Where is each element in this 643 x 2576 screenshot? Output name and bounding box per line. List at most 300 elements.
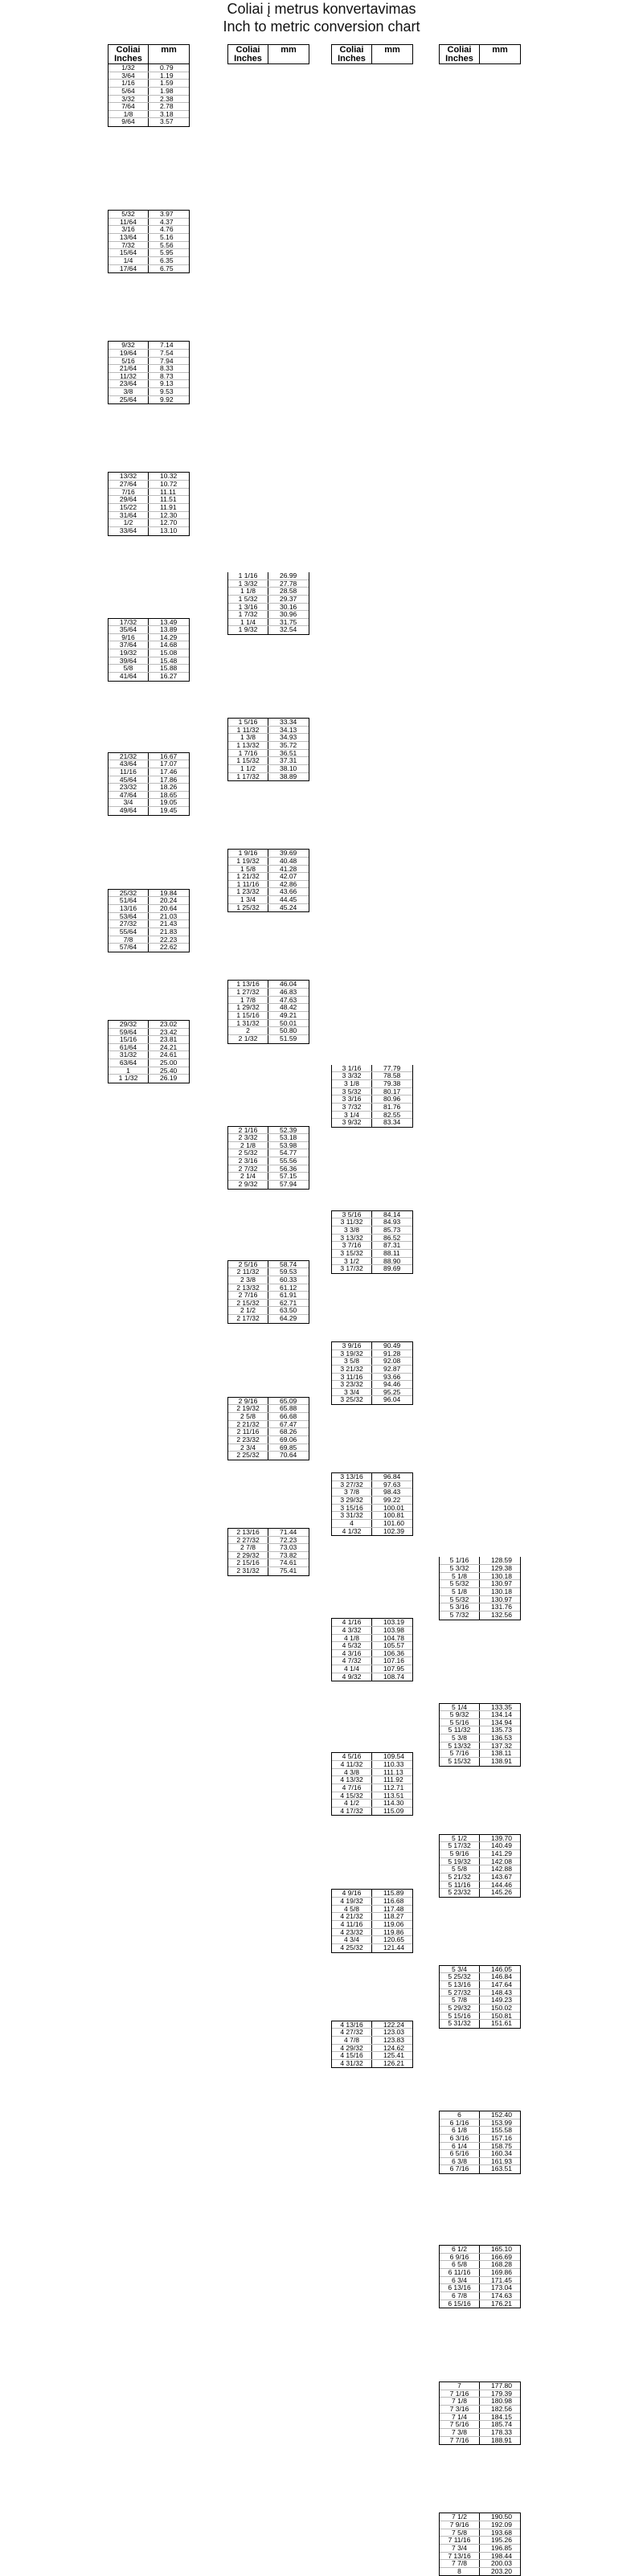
table-row [109,1075,189,1083]
inch-value: 5 19/32 [440,1858,480,1865]
table-row [228,1035,309,1043]
mm-value: 152.40 [491,2110,512,2119]
inch-value: 5 11/32 [440,1726,480,1734]
header-mm: mm [281,45,297,55]
inch-value: 2 1/8 [228,1142,268,1149]
inch-value: 3 7/8 [332,1489,372,1496]
inch-value: 3 5/16 [332,1211,372,1218]
mm-value: 51.59 [280,1034,297,1042]
row-group [108,341,190,404]
inch-value: 4 13/16 [332,2021,372,2029]
mm-value: 129.38 [491,1564,512,1573]
inch-value: 5 1/8 [440,1588,480,1595]
mm-value: 30.96 [280,610,297,619]
inch-value: 43/64 [109,760,149,768]
table-row [440,1889,520,1897]
mm-value: 87.31 [383,1241,401,1250]
table-row [109,103,189,111]
inch-value: 1/4 [109,257,149,264]
mm-value: 117.48 [383,1904,404,1913]
inch-value: 15/64 [109,249,149,256]
inch-value: 1 5/32 [228,596,268,603]
mm-value: 163.51 [491,2164,512,2173]
row-group [108,1020,190,1083]
inch-value: 1 7/32 [228,611,268,618]
table-row [109,807,189,815]
inch-value: 4 7/16 [332,1784,372,1792]
mm-value: 43.66 [280,887,297,896]
table-row [228,626,309,634]
inch-value: 6 1/2 [440,2246,480,2253]
inch-value: 1 1/32 [109,1075,149,1083]
table-row [109,64,189,72]
table-row [109,792,189,800]
inch-value: 6 5/16 [440,2150,480,2157]
mm-value: 84.93 [383,1218,401,1227]
inch-value: 3/32 [109,96,149,103]
mm-value: 39.69 [280,849,297,858]
inch-value: 7/8 [109,936,149,944]
table-row [440,1612,520,1620]
table-row [228,1020,309,1028]
title-english: Inch to metric conversion chart [223,18,420,35]
mm-value: 78.58 [383,1071,401,1080]
mm-value: 128.59 [491,1556,512,1565]
inch-value: 7 5/16 [440,2421,480,2428]
inch-value: 1 11/16 [228,881,268,888]
inch-value: 5 31/32 [440,2020,480,2028]
row-group [108,472,190,535]
mm-value: 4.76 [160,225,174,234]
inch-value: 5 7/16 [440,1750,480,1757]
inch-value: 2 3/32 [228,1134,268,1141]
mm-value: 65.09 [280,1396,297,1405]
mm-value: 73.82 [280,1550,297,1559]
mm-value: 3.57 [160,117,174,126]
row-group [331,1752,413,1816]
inch-value: 3 3/4 [332,1389,372,1396]
inch-value: 1 25/32 [228,904,268,912]
inch-value: 4 19/32 [332,1898,372,1905]
mm-value: 135.73 [491,1726,512,1734]
inch-value: 2 7/8 [228,1544,268,1551]
inch-value: 7 3/4 [440,2545,480,2552]
mm-value: 90.49 [383,1341,401,1349]
inch-value: 1 1/2 [228,765,268,772]
mm-value: 70.64 [280,1451,297,1460]
inch-value: 6 3/4 [440,2277,480,2284]
mm-value: 26.99 [280,571,297,579]
mm-value: 160.34 [491,2149,512,2158]
row-group [227,1260,309,1324]
mm-value: 130.97 [491,1595,512,1603]
mm-value: 130.18 [491,1587,512,1595]
mm-value: 26.19 [160,1074,178,1083]
mm-value: 5.16 [160,233,174,242]
inch-value: 3 1/8 [332,1080,372,1087]
table-row [440,2437,520,2445]
table-row [109,219,189,227]
inch-value: 5 3/16 [440,1603,480,1611]
mm-value: 138.11 [491,1749,512,1758]
mm-value: 46.04 [280,980,297,989]
mm-value: 61.12 [280,1283,297,1292]
inch-value: 5 1/8 [440,1573,480,1580]
inch-value: 3 13/16 [332,1473,372,1480]
row-group [108,210,190,273]
inch-value: 7 1/2 [440,2513,480,2521]
inch-value: 2 11/32 [228,1268,268,1276]
row-group [108,889,190,952]
inch-value: 19/64 [109,350,149,357]
mm-value: 92.08 [383,1357,401,1366]
mm-value: 8.73 [160,371,174,380]
mm-value: 67.47 [280,1419,297,1428]
inch-value: 4 23/32 [332,1929,372,1936]
mm-value: 193.68 [491,2528,512,2537]
mm-value: 114.30 [383,1799,404,1808]
mm-value: 180.98 [491,2397,512,2406]
row-group [108,752,190,816]
mm-value: 56.36 [280,1164,297,1173]
mm-value: 3.18 [160,109,174,118]
inch-value: 23/64 [109,380,149,387]
inch-value: 19/32 [109,649,149,657]
mm-value: 91.28 [383,1349,401,1358]
inch-value: 5 1/2 [440,1835,480,1842]
table-row [440,2568,520,2576]
inch-value: 7/16 [109,489,149,496]
mm-value: 1.98 [160,86,174,95]
mm-value: 25.00 [160,1059,178,1067]
inch-value: 3 3/16 [332,1096,372,1103]
inch-value: 3 23/32 [332,1381,372,1388]
mm-value: 11.11 [160,487,177,496]
inch-value: 5 3/8 [440,1734,480,1742]
inch-value: 3 3/32 [332,1072,372,1079]
inch-value: 4 5/32 [332,1642,372,1649]
inch-value: 1 3/16 [228,604,268,611]
mm-value: 7.94 [160,356,174,365]
mm-value: 42.07 [280,872,297,881]
inch-value: 21/64 [109,365,149,372]
inch-value: 2 7/16 [228,1292,268,1299]
row-group [108,64,190,127]
mm-value: 182.56 [491,2405,512,2414]
mm-value: 176.21 [491,2299,512,2308]
table-row [332,1265,412,1273]
mm-value: 185.74 [491,2420,512,2429]
row-group [331,1341,413,1405]
mm-value: 38.10 [280,764,297,772]
inch-value: 1 13/16 [228,981,268,988]
inch-value: 5 1/16 [440,1557,480,1564]
inch-value: 4 1/4 [332,1665,372,1673]
inch-value: 2 3/8 [228,1276,268,1284]
inch-value: 4 21/32 [332,1913,372,1920]
table-row [440,1758,520,1766]
inch-value: 6 1/8 [440,2127,480,2134]
mm-value: 36.51 [280,748,297,757]
mm-value: 165.10 [491,2245,512,2254]
inch-value: 4 3/8 [332,1769,372,1776]
mm-value: 141.29 [491,1849,512,1857]
table-row [109,118,189,126]
inch-value: 7 1/4 [440,2414,480,2421]
row-group [439,2245,521,2308]
mm-value: 136.53 [491,1734,512,1743]
mm-value: 13.10 [160,526,178,534]
mm-value: 150.81 [491,2011,512,2020]
mm-value: 130.18 [491,1571,512,1580]
table-row [109,111,189,119]
inch-value: 1 9/32 [228,626,268,634]
mm-value: 97.63 [383,1480,401,1489]
inch-value: 4 11/16 [332,1921,372,1928]
inch-value: 5 7/8 [440,1997,480,2004]
mm-value: 55.56 [280,1157,297,1165]
inch-value: 9/32 [109,342,149,349]
mm-value: 88.90 [383,1256,401,1265]
row-group [439,1834,521,1898]
inch-value: 4 7/32 [332,1657,372,1665]
mm-value: 140.49 [491,1841,512,1850]
mm-value: 5.56 [160,240,174,249]
mm-value: 20.64 [160,904,178,913]
table-row [109,626,189,634]
inch-value: 33/64 [109,527,149,535]
table-row [440,2165,520,2173]
mm-value: 50.01 [280,1018,297,1027]
mm-value: 157.16 [491,2133,512,2142]
mm-value: 137.32 [491,1741,512,1750]
inch-value: 1 7/16 [228,750,268,757]
header-inches: Coliai Inches [332,45,372,63]
inch-value: 1 15/32 [228,757,268,764]
inch-value: 47/64 [109,792,149,799]
inch-value: 1 31/32 [228,1020,268,1027]
inch-value: 5 27/32 [440,1989,480,1997]
inch-value: 2 13/32 [228,1284,268,1292]
inch-value: 6 5/8 [440,2261,480,2268]
mm-value: 89.69 [383,1264,401,1273]
row-group [227,718,309,781]
inch-value: 63/64 [109,1059,149,1067]
table-row [440,2020,520,2028]
inch-value: 6 13/16 [440,2284,480,2291]
inch-value: 49/64 [109,807,149,815]
inch-value: 1 13/32 [228,742,268,749]
inch-value: 5 29/32 [440,2005,480,2012]
inch-value: 1 15/16 [228,1012,268,1019]
table-row [109,396,189,404]
inch-value: 3 27/32 [332,1481,372,1489]
mm-value: 99.22 [383,1496,401,1505]
mm-value: 110.33 [383,1759,404,1768]
mm-value: 109.54 [383,1752,404,1761]
inch-value: 5 23/32 [440,1889,480,1897]
inch-value: 3 9/32 [332,1119,372,1127]
mm-value: 74.61 [280,1558,297,1567]
mm-value: 81.76 [383,1102,401,1111]
inch-value: 3/4 [109,799,149,806]
inch-value: 11/64 [109,219,149,226]
mm-value: 77.79 [383,1063,401,1072]
inch-value: 5 13/32 [440,1743,480,1750]
inch-value: 13/64 [109,234,149,241]
mm-value: 146.84 [491,1972,512,1981]
mm-value: 21.43 [160,919,178,928]
inch-value: 1 5/8 [228,866,268,873]
mm-value: 9.13 [160,379,174,388]
inch-value: 6 11/16 [440,2269,480,2276]
row-group [227,980,309,1043]
mm-value: 115.09 [383,1806,404,1815]
table-row [332,1528,412,1536]
mm-value: 190.50 [491,2513,512,2521]
mm-value: 64.29 [280,1314,297,1323]
table-row [332,1396,412,1404]
mm-value: 173.04 [491,2283,512,2292]
inch-value: 29/64 [109,496,149,503]
inch-value: 61/64 [109,1044,149,1051]
mm-value: 10.72 [160,480,178,489]
inch-value: 2 1/16 [228,1127,268,1134]
header-inches: Coliai Inches [440,45,480,63]
inch-value: 23/32 [109,784,149,791]
mm-value: 41.28 [280,864,297,873]
inch-value: 25/64 [109,396,149,404]
inch-value: 2 15/16 [228,1559,268,1566]
inch-value: 6 1/16 [440,2119,480,2127]
mm-value: 200.03 [491,2559,512,2568]
mm-value: 16.67 [160,752,178,760]
mm-value: 50.80 [280,1026,297,1035]
mm-value: 59.53 [280,1268,297,1276]
inch-value: 6 1/4 [440,2143,480,2150]
inch-value: 9/16 [109,634,149,641]
inch-value: 2 3/4 [228,1444,268,1452]
inch-value: 3 1/4 [332,1112,372,1119]
inch-value: 3 1/16 [332,1065,372,1072]
inch-value: 3 15/16 [332,1505,372,1512]
mm-value: 58.74 [280,1259,297,1268]
mm-value: 144.46 [491,1880,512,1889]
mm-value: 184.15 [491,2412,512,2421]
mm-value: 23.81 [160,1035,178,1044]
mm-value: 111.13 [383,1767,403,1776]
mm-value: 72.23 [280,1535,297,1544]
inch-value: 3 5/32 [332,1088,372,1096]
inch-value: 5 11/16 [440,1882,480,1889]
mm-value: 14.29 [160,633,178,641]
mm-value: 57.15 [280,1172,297,1181]
mm-value: 71.44 [280,1527,297,1536]
inch-value: 1 19/32 [228,858,268,865]
title-lithuanian: Coliai į metrus konvertavimas [227,1,416,17]
mm-value: 47.63 [280,995,297,1004]
mm-value: 7.14 [160,341,174,350]
inch-value: 4 3/16 [332,1650,372,1657]
inch-value: 2 29/32 [228,1552,268,1559]
mm-value: 13.49 [160,617,178,626]
inch-value: 5 15/16 [440,2013,480,2020]
mm-value: 66.68 [280,1412,297,1421]
mm-value: 103.19 [383,1618,404,1627]
mm-value: 42.86 [280,879,297,888]
mm-value: 68.26 [280,1427,297,1436]
mm-value: 96.84 [383,1472,401,1481]
inch-value: 13/16 [109,905,149,912]
mm-value: 116.68 [383,1897,404,1906]
mm-value: 108.74 [383,1672,404,1681]
row-group [439,2513,521,2576]
mm-value: 15.48 [160,656,178,665]
inch-value: 3 3/8 [332,1227,372,1234]
inch-value: 5 9/16 [440,1850,480,1857]
inch-value: 4 9/32 [332,1673,372,1681]
inch-value: 7 7/16 [440,2437,480,2445]
inch-value: 2 1/32 [228,1035,268,1043]
mm-value: 2.38 [160,94,174,103]
inch-value: 25/32 [109,890,149,897]
inch-value: 7 7/8 [440,2560,480,2567]
mm-value: 32.54 [280,625,297,634]
mm-value: 20.24 [160,896,178,905]
inch-value: 5 1/4 [440,1704,480,1711]
mm-value: 17.07 [160,760,178,768]
inch-value: 2 15/32 [228,1300,268,1307]
row-group [227,1397,309,1460]
mm-value: 16.27 [160,671,178,680]
mm-value: 118.27 [383,1912,404,1921]
mm-value: 95.25 [383,1387,401,1396]
mm-value: 23.02 [160,1019,178,1028]
inch-value: 3 15/32 [332,1250,372,1257]
inch-value: 4 1/8 [332,1635,372,1642]
mm-value: 123.83 [383,2035,404,2044]
mm-value: 198.44 [491,2551,512,2560]
mm-value: 82.55 [383,1110,401,1119]
inch-value: 3 25/32 [332,1396,372,1404]
mm-value: 22.62 [160,943,178,952]
inch-value: 2 21/32 [228,1421,268,1428]
inch-value: 2 31/32 [228,1567,268,1575]
inch-value: 53/64 [109,913,149,920]
mm-value: 196.85 [491,2543,512,2552]
inch-value: 31/32 [109,1051,149,1059]
inch-value: 6 [440,2111,480,2119]
mm-value: 29.37 [280,594,297,603]
mm-value: 85.73 [383,1226,401,1235]
mm-value: 168.28 [491,2260,512,2269]
mm-value: 15.08 [160,649,178,657]
inch-value: 1 11/32 [228,727,268,734]
table-row [228,904,309,912]
inch-value: 4 5/16 [332,1753,372,1760]
mm-value: 12.70 [160,518,178,527]
table-row [109,72,189,80]
inch-value: 4 3/32 [332,1627,372,1634]
mm-value: 166.69 [491,2252,512,2261]
table-row [109,380,189,388]
mm-value: 139.70 [491,1833,512,1842]
inch-value: 5 3/4 [440,1966,480,1973]
mm-value: 130.97 [491,1579,512,1588]
mm-value: 69.85 [280,1443,297,1452]
inch-value: 6 3/16 [440,2135,480,2142]
inch-value: 2 13/16 [228,1529,268,1536]
